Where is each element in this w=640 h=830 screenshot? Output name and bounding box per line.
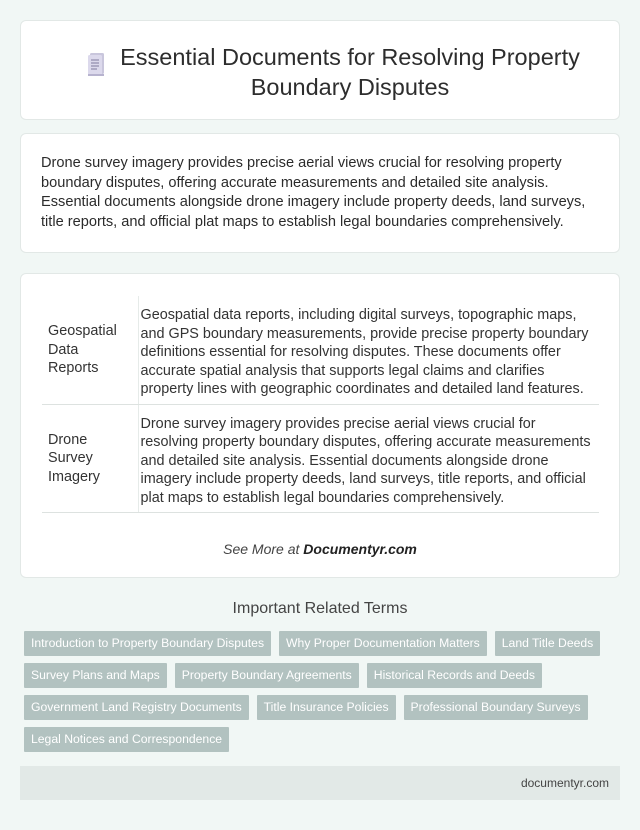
footer-site-link[interactable]: documentyr.com (520, 776, 609, 790)
row-description: Drone survey imagery provides precise aerial views crucial for resolving property boundary disputes, offering accurate measurements and detailed site analysis. Essential documents alongside drone imagery include property deeds, land surveys, title reports, and official plat maps to establish legal boundaries comprehensively. (138, 404, 599, 513)
related-term-tag[interactable]: Property Boundary Agreements (175, 663, 359, 688)
table-card (20, 273, 620, 578)
related-term-tag[interactable]: Why Proper Documentation Matters (279, 631, 487, 656)
title-card (20, 20, 620, 120)
related-term-tag[interactable]: Government Land Registry Documents (24, 695, 249, 720)
related-term-tag[interactable]: Land Title Deeds (495, 631, 600, 656)
intro-card (20, 133, 620, 253)
see-more (21, 541, 619, 557)
related-term-tag[interactable]: Title Insurance Policies (257, 695, 396, 720)
related-term-tag[interactable]: Historical Records and Deeds (367, 663, 542, 688)
related-term-tag[interactable]: Professional Boundary Surveys (404, 695, 588, 720)
see-more-prefix: See More at (223, 541, 304, 557)
page-title: Essential Documents for Resolving Property Boundary Disputes (120, 44, 580, 100)
row-description: Geospatial data reports, including digital surveys, topographic maps, and GPS boundary measurements, provide precise property boundary definitions essential for resolving disputes. These documents offer accurate spatial analysis that supports legal claims and clarifies property lines with geographic coordinates and detailed land features. (138, 296, 599, 404)
related-terms-list (24, 631, 616, 759)
related-term-tag[interactable]: Survey Plans and Maps (24, 663, 167, 688)
row-term: Drone Survey Imagery (42, 404, 138, 513)
table-row (42, 404, 599, 513)
intro-text: Drone survey imagery provides precise aerial views crucial for resolving property boundary disputes, offering accurate measurements and detailed site analysis. Essential documents alongside drone imagery include property deeds, land surveys, title reports, and official plat maps to establish legal boundaries comprehensively. (41, 155, 586, 230)
document-icon (84, 49, 110, 79)
see-more-link[interactable]: Documentyr.com (303, 541, 417, 557)
related-terms-heading: Important Related Terms (232, 600, 408, 617)
related-term-tag[interactable]: Introduction to Property Boundary Disputes (24, 631, 271, 656)
row-term: Geospatial Data Reports (42, 296, 138, 404)
table-row (42, 296, 599, 404)
related-term-tag[interactable]: Legal Notices and Correspondence (24, 727, 229, 752)
documents-table (42, 296, 599, 513)
footer (20, 766, 620, 800)
